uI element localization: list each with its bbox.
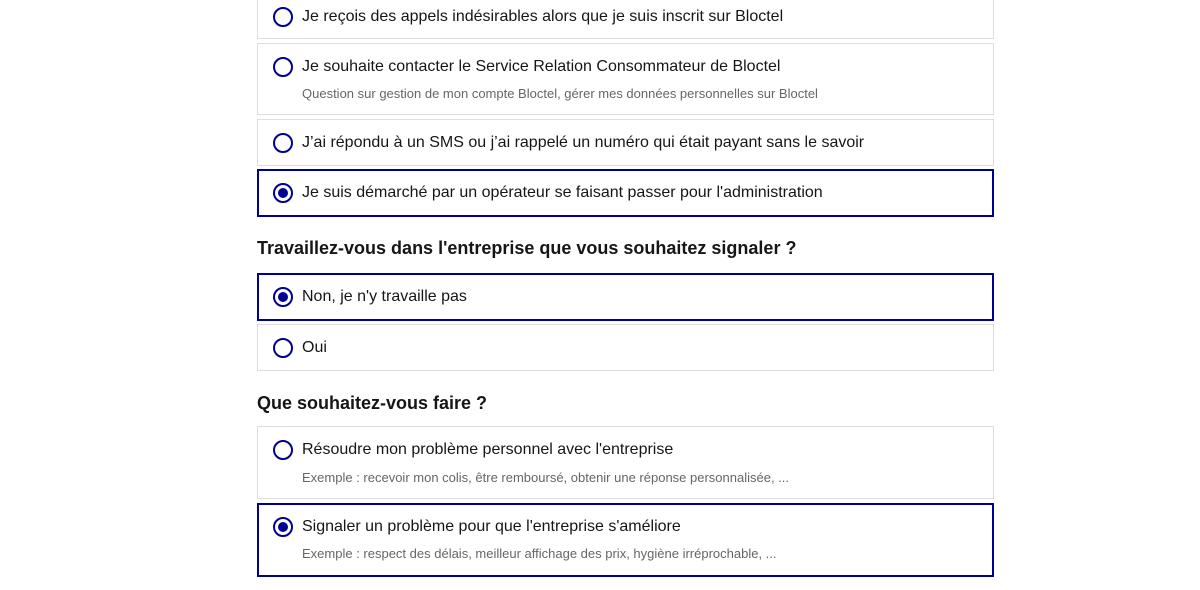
radio-unchecked-icon[interactable] [273,57,293,77]
option-label: Je reçois des appels indésirables alors que je suis inscrit sur Bloctel [302,8,784,25]
option-label: Non, je n'y travaille pas [302,288,467,305]
radio-checked-icon[interactable] [273,287,293,307]
option-hint: Exemple : respect des délais, meilleur affichage des prix, hygiène irréprochable, ... [302,546,777,561]
radio-option-fake-administration[interactable] [257,169,994,217]
radio-unchecked-icon[interactable] [273,133,293,153]
option-label: Résoudre mon problème personnel avec l'entreprise [302,441,674,458]
option-label: Je suis démarché par un opérateur se faisant passer pour l'administration [302,184,823,201]
radio-unchecked-icon[interactable] [273,7,293,27]
radio-dot [278,522,288,532]
radio-checked-icon[interactable] [273,517,293,537]
option-label: Je souhaite contacter le Service Relation Consommateur de Bloctel [302,58,781,75]
radio-unchecked-icon[interactable] [273,338,293,358]
radio-option-resolve-personal[interactable] [257,426,994,499]
radio-option-yes-work[interactable] [257,324,994,371]
radio-option-no-work[interactable] [257,273,994,321]
radio-option-report-problem[interactable] [257,503,994,577]
radio-unchecked-icon[interactable] [273,440,293,460]
radio-dot [278,292,288,302]
option-hint: Exemple : recevoir mon colis, être remboursé, obtenir une réponse personnalisée, ... [302,470,790,485]
radio-checked-icon[interactable] [273,183,293,203]
option-label: Oui [302,339,327,356]
question-what-to-do: Que souhaitez-vous faire ? [257,393,488,413]
option-hint: Question sur gestion de mon compte Bloctel, gérer mes données personnelles sur Bloctel [302,86,818,101]
option-label: Signaler un problème pour que l'entreprise s'améliore [302,518,681,535]
radio-option-contact-service[interactable] [257,43,994,115]
radio-option-unwanted-calls[interactable] [257,0,994,39]
question-work-in-company: Travaillez-vous dans l'entreprise que vous souhaitez signaler ? [257,238,797,258]
option-label: J’ai répondu à un SMS ou j’ai rappelé un numéro qui était payant sans le savoir [302,134,865,151]
radio-option-sms-premium[interactable] [257,119,994,166]
radio-dot [278,188,288,198]
